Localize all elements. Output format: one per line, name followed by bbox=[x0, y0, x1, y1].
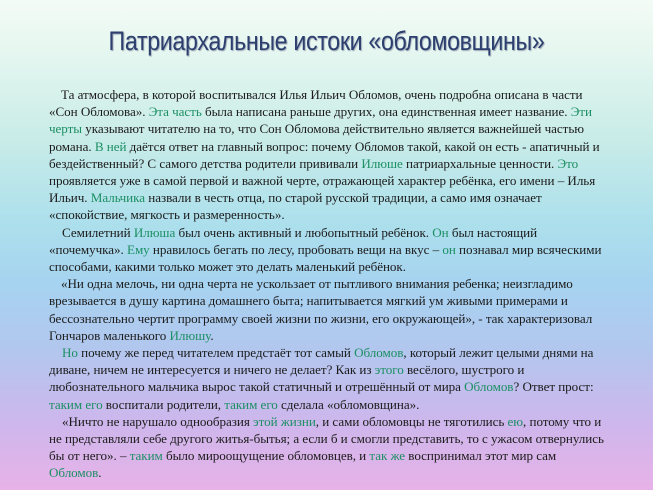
highlighted-word: таким bbox=[129, 448, 163, 464]
text-segment: «Ничто не нарушало однообразия bbox=[62, 413, 254, 429]
text-segment: воспитали родители, bbox=[102, 396, 225, 412]
highlighted-word: Илюшу bbox=[169, 327, 211, 343]
text-segment: назвали в честь отца, по старой русской традиции, а само имя означает «спокойствие, мягкость и размеренность». bbox=[49, 190, 542, 223]
highlighted-word: Илюше bbox=[361, 155, 403, 171]
text-segment: даётся ответ на главный вопрос: почему Обломов такой, какой он есть - апатичный и бездейственный? С самого детства родители прививали bbox=[49, 138, 600, 171]
text-segment: проявляется уже в самой первой и важной черте, отражающей характер ребёнка, его имени – Илья Ильич. bbox=[49, 173, 596, 206]
highlighted-word: он bbox=[442, 241, 456, 257]
highlighted-word: Он bbox=[432, 224, 449, 240]
text-segment: . bbox=[98, 465, 102, 481]
highlighted-word: Это bbox=[557, 155, 579, 171]
text-segment: , который лежит целыми днями на диване, ничем не интересуется и ничего не делает? Как из bbox=[49, 345, 594, 378]
text-segment: был очень активный и любопытный ребёнок. bbox=[175, 224, 433, 240]
highlighted-word: таким его bbox=[224, 396, 278, 412]
highlighted-word: таким его bbox=[49, 396, 103, 412]
text-segment: патриархальные ценности. bbox=[402, 155, 558, 171]
highlighted-word: Обломов bbox=[354, 345, 404, 361]
highlighted-word: этого bbox=[374, 362, 404, 378]
text-segment: , и сами обломовцы не тяготились bbox=[315, 413, 508, 429]
text-segment: . bbox=[210, 327, 214, 343]
text-segment: «Ни одна мелочь, ни одна черта не ускользает от пытливого внимания ребенка; неизгладимо врезывается в душу картина домашнего быта; напитывается мягкий ум живыми примерами и бессознательно чертит программу своей жизни по жизни, его окружающей», - так характеризовал Гончаров маленького bbox=[49, 276, 593, 343]
paragraph bbox=[49, 275, 609, 344]
paragraph bbox=[49, 224, 609, 276]
paragraph bbox=[49, 344, 609, 413]
highlighted-word: Мальчика bbox=[90, 190, 146, 206]
highlighted-word: ею bbox=[507, 413, 524, 429]
text-segment: почему же перед читателем предстаёт тот самый bbox=[77, 345, 355, 361]
text-segment: , потому что и не представляли себе другого житья-бытья; а если б и смогли представить, то с ужасом отвернулись бы от него». – bbox=[49, 413, 604, 464]
text-segment: познавал мир всяческими способами, какими только может это делать маленький ребёнок. bbox=[49, 241, 602, 275]
text-segment: была написана раньше других, она единственная имеет название. bbox=[201, 104, 571, 120]
highlighted-word: этой жизни bbox=[253, 413, 316, 429]
text-segment: воспринимал этот мир сам bbox=[405, 448, 557, 464]
paragraph bbox=[49, 86, 609, 224]
highlighted-word: Эти черты bbox=[49, 104, 592, 137]
highlighted-word: Обломов bbox=[464, 379, 514, 395]
highlighted-word: Илюша bbox=[133, 224, 176, 240]
text-segment: указывают читателю на то, что Сон Обломова действительно является важнейшей частью романа. bbox=[49, 121, 584, 154]
text-segment: сделала «обломовщина». bbox=[277, 396, 420, 412]
body-text bbox=[49, 86, 609, 482]
text-segment: весёлого, шустрого и любознательного мальчика вырос такой статичный и отрешённый от мира bbox=[49, 362, 525, 395]
slide-title: Патриархальные истоки «обломовщины» bbox=[108, 26, 545, 56]
highlighted-word: Эта часть bbox=[148, 104, 202, 120]
highlighted-word: Ему bbox=[127, 241, 150, 257]
text-segment: был настоящий «почемучка». bbox=[49, 224, 538, 257]
highlighted-word: Но bbox=[62, 345, 78, 361]
text-segment: было мироощущение обломовцев, и bbox=[162, 448, 370, 464]
highlighted-word: В ней bbox=[94, 138, 127, 154]
paragraph bbox=[49, 413, 609, 482]
text-segment: ? Ответ прост: bbox=[513, 379, 594, 395]
text-segment: Семилетний bbox=[62, 224, 134, 240]
highlighted-word: Обломов bbox=[49, 465, 99, 481]
text-segment: Та атмосфера, в которой воспитывался Илья Ильич Обломов, очень подробна описана в части «Сон Обломова». bbox=[49, 87, 583, 120]
highlighted-word: так же bbox=[369, 448, 406, 464]
text-segment: нравилось бегать по лесу, пробовать вещи на вкус – bbox=[149, 241, 443, 257]
